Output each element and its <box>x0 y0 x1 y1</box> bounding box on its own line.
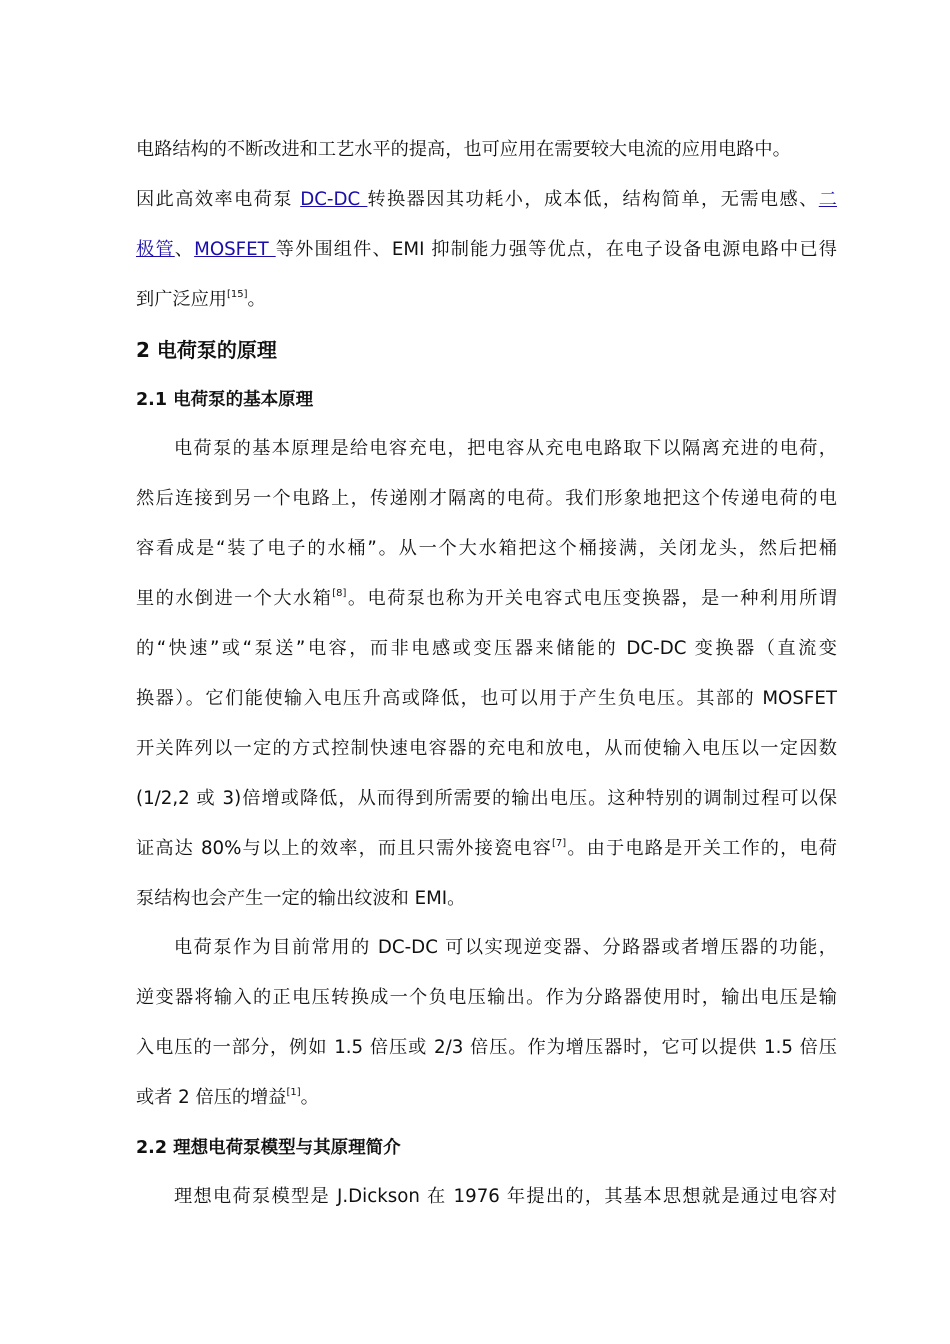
para1-line3 <box>136 237 837 263</box>
para2-line8: (1/2,2 或 3)倍增或降低，从而得到所需要的输出电压。这种特别的调制过程可以保 <box>136 788 837 809</box>
para4-line1: 理想电荷泵模型是 J.Dickson 在 1976 年提出的，其基本思想就是通过电容对 <box>174 1186 837 1207</box>
text-span: 证高达 80%与以上的效率，而且只需外接瓷电容 <box>136 838 553 859</box>
diode-link-cont[interactable]: 极管 <box>136 239 175 260</box>
para3-line3: 入电压的一部分，例如 1.5 倍压或 2/3 倍压。作为增压器时，它可以提供 1.5 倍压 <box>136 1037 837 1058</box>
text-span: 或者 2 倍压的增益 <box>136 1087 287 1108</box>
section-heading-2: 2 电荷泵的原理 <box>136 338 277 362</box>
text-span: 。 <box>247 289 266 310</box>
para2-line3: 容看成是“装了电子的水桶”。从一个大水箱把这个桶接满，关闭龙头，然后把桶 <box>136 538 837 559</box>
text-span: 、 <box>174 239 195 260</box>
para3-line2: 逆变器将输入的正电压转换成一个负电压输出。作为分路器使用时，输出电压是输 <box>136 987 837 1008</box>
citation-ref: [8] <box>332 588 347 599</box>
section-heading-2-1: 2.1 电荷泵的基本原理 <box>136 390 314 410</box>
text-span: 转换器因其功耗小，成本低，结构简单，无需电感、 <box>367 189 819 210</box>
section-heading-2-2: 2.2 理想电荷泵模型与其原理简介 <box>136 1138 401 1158</box>
diode-link[interactable]: 二 <box>818 189 837 210</box>
para2-line5: 的“快速”或“泵送”电容，而非电感或变压器来储能的 DC-DC 变换器（直流变 <box>136 638 837 659</box>
para2-line4 <box>136 586 837 612</box>
para2-line1: 电荷泵的基本原理是给电容充电，把电容从充电电路取下以隔离充进的电荷， <box>174 438 837 459</box>
para2-line2: 然后连接到另一个电路上，传递刚才隔离的电荷。我们形象地把这个传递电荷的电 <box>136 488 837 509</box>
para2-line9 <box>136 836 837 862</box>
text-span: 。由于电路是开关工作的，电荷 <box>566 838 837 859</box>
citation-ref: [1] <box>286 1087 301 1098</box>
para2-line7: 开关阵列以一定的方式控制快速电容器的充电和放电，从而使输入电压以一定因数 <box>136 738 837 759</box>
text-span: 到广泛应用 <box>136 289 227 310</box>
para2-line10: 泵结构也会产生一定的输出纹波和 EMI。 <box>136 888 466 909</box>
para1-line2 <box>136 187 837 213</box>
text-span: 因此高效率电荷泵 <box>136 189 301 210</box>
citation-ref: [15] <box>226 289 248 300</box>
text-span: 。 <box>300 1087 319 1108</box>
text-span: 等外围组件、EMI 抑制能力强等优点，在电子设备电源电路中已得 <box>275 239 837 260</box>
para2-line6: 换器）。它们能使输入电压升高或降低，也可以用于产生负电压。其部的 MOSFET <box>136 688 837 709</box>
para3-line1: 电荷泵作为目前常用的 DC-DC 可以实现逆变器、分路器或者增压器的功能， <box>174 937 837 958</box>
dc-dc-link[interactable]: DC-DC <box>300 189 368 210</box>
mosfet-link[interactable]: MOSFET <box>194 239 276 260</box>
para3-line4 <box>136 1085 837 1111</box>
text-span: 。电荷泵也称为开关电容式电压变换器，是一种利用所谓 <box>346 588 837 609</box>
para1-line1: 电路结构的不断改进和工艺水平的提高，也可应用在需要较大电流的应用电路中。 <box>136 139 791 160</box>
text-span: 里的水倒进一个大水箱 <box>136 588 333 609</box>
para1-line4 <box>136 287 837 313</box>
citation-ref: [7] <box>552 838 567 849</box>
